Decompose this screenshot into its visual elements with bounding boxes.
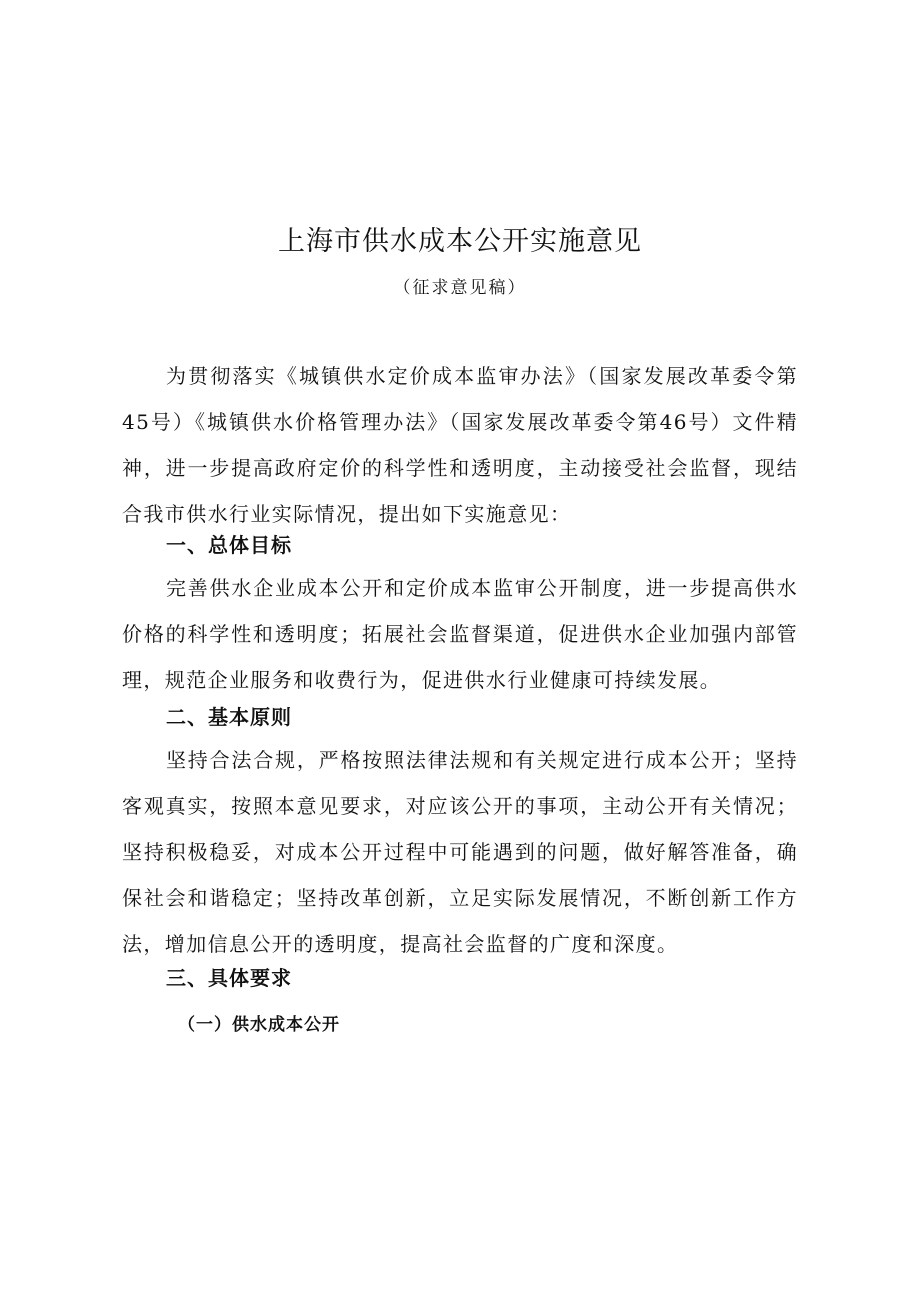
section-paragraph-principles: 坚持合法合规，严格按照法律法规和有关规定进行成本公开；坚持客观真实，按照本意见要求，对应该公开的事项，主动公开有关情况；坚持积极稳妥，对成本公开过程中可能遇到的问题，做好解答准备，确保社会和谐稳定；坚持改革创新，立足实际发展情况，不断创新工作方法，增加信息公开的透明度，提高社会监督的广度和深度。 — [122, 748, 798, 956]
subsection-heading-cost-disclosure: （一）供水成本公开 — [178, 1015, 340, 1035]
document-title: 上海市供水成本公开实施意见 — [278, 226, 642, 257]
section-heading-goals: 一、总体目标 — [166, 533, 292, 557]
document-subtitle: （征求意见稿） — [393, 278, 527, 298]
intro-paragraph: 为贯彻落实《城镇供水定价成本监审办法》（国家发展改革委令第45号）《城镇供水价格管理办法》（国家发展改革委令第46号）文件精神，进一步提高政府定价的科学性和透明度，主动接受社会监督，现结合我市供水行业实际情况，提出如下实施意见： — [122, 364, 798, 526]
section-heading-requirements: 三、具体要求 — [166, 966, 292, 990]
section-paragraph-goals: 完善供水企业成本公开和定价成本监审公开制度，进一步提高供水价格的科学性和透明度；拓展社会监督渠道，促进供水企业加强内部管理，规范企业服务和收费行为，促进供水行业健康可持续发展。 — [122, 576, 798, 692]
section-heading-principles: 二、基本原则 — [166, 705, 292, 729]
